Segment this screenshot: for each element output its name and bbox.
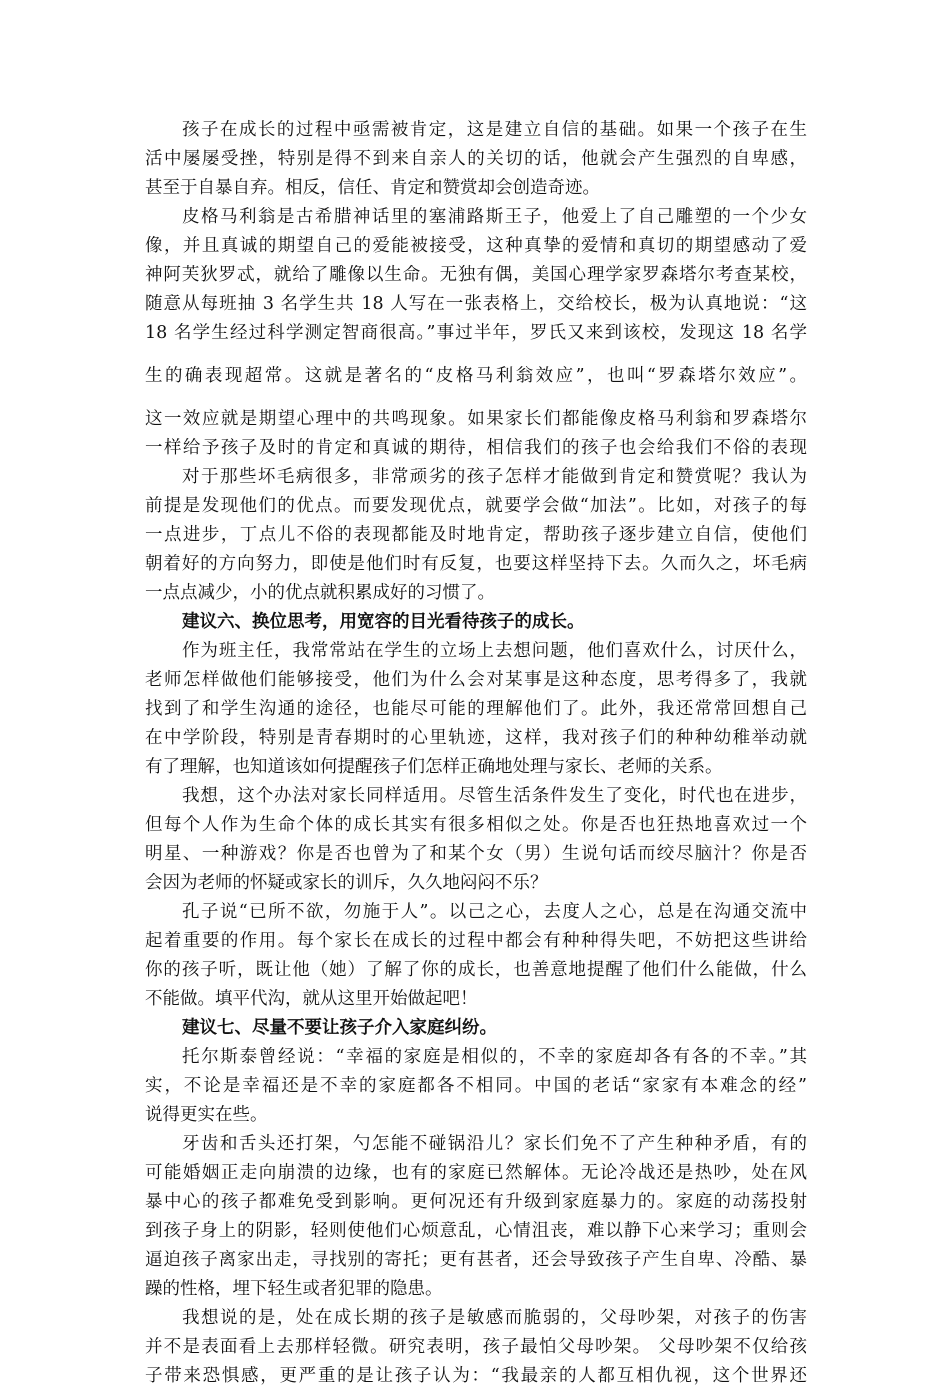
section-heading: 建议七、尽量不要让孩子介入家庭纠纷。 (182, 1018, 497, 1038)
paragraph-line: 我想，这个办法对家长同样适用。尽管生活条件发生了变化，时代也在进步， (182, 786, 807, 806)
paragraph-line: 前提是发现他们的优点。而要发现优点，就要学会做“加法”。比如，对孩子的每 (145, 496, 807, 516)
paragraph-line: 说得更实在些。 (145, 1105, 268, 1125)
paragraph-line: 一点点减少，小的优点就积累成好的习惯了。 (145, 583, 495, 603)
paragraph-line: 到孩子身上的阴影，轻则使他们心烦意乱，心情沮丧，难以静下心来学习；重则会 (145, 1221, 807, 1241)
paragraph-line: 18 名学生经过科学测定智商很高。”事过半年，罗氏又来到该校，发现这 18 名学 (145, 323, 807, 343)
paragraph-line: 明星、一种游戏？你是否也曾为了和某个女（男）生说句话而绞尽脑汁？你是否 (145, 844, 807, 864)
paragraph-line: 你的孩子听，既让他（她）了解了你的成长，也善意地提醒了他们什么能做，什么 (145, 960, 807, 980)
paragraph-line: 找到了和学生沟通的途径，也能尽可能的理解他们了。此外，我还常常回想自己 (145, 699, 807, 719)
paragraph-line: 这一效应就是期望心理中的共鸣现象。如果家长们都能像皮格马利翁和罗森塔尔 (145, 409, 807, 429)
paragraph-line: 托尔斯泰曾经说：“幸福的家庭是相似的，不幸的家庭却各有各的不幸。”其 (182, 1047, 807, 1067)
paragraph-line: 对于那些坏毛病很多，非常顽劣的孩子怎样才能做到肯定和赞赏呢？我认为 (182, 467, 807, 487)
paragraph-line: 在中学阶段，特别是青春期时的心里轨迹，这样，我对孩子们的种种幼稚举动就 (145, 728, 807, 748)
paragraph-line: 甚至于自暴自弃。相反，信任、肯定和赞赏却会创造奇迹。 (145, 178, 600, 198)
paragraph-line: 牙齿和舌头还打架，勺怎能不碰锅沿儿？家长们免不了产生种种矛盾，有的 (182, 1134, 807, 1154)
paragraph-line: 我想说的是，处在成长期的孩子是敏感而脆弱的，父母吵架，对孩子的伤害 (182, 1308, 807, 1328)
paragraph-line: 子带来恐惧感，更严重的是让孩子认为：“我最亲的人都互相仇视，这个世界还 (145, 1366, 807, 1386)
paragraph-line: 像，并且真诚的期望自己的爱能被接受，这种真挚的爱情和真切的期望感动了爱 (145, 236, 807, 256)
paragraph-line: 会因为老师的怀疑或家长的训斥，久久地闷闷不乐？ (145, 873, 548, 893)
paragraph-line: 活中屡屡受挫，特别是得不到来自亲人的关切的话，他就会产生强烈的自卑感， (145, 149, 807, 169)
paragraph-line: 神阿芙狄罗忒，就给了雕像以生命。无独有偶，美国心理学家罗森塔尔考查某校， (145, 265, 807, 285)
paragraph-line: 生的确表现超常。这就是著名的“皮格马利翁效应”，也叫“罗森塔尔效应”。 (145, 366, 807, 386)
paragraph-line: 有了理解，也知道该如何提醒孩子们怎样正确地处理与家长、老师的关系。 (145, 757, 723, 777)
paragraph-line: 不能做。填平代沟，就从这里开始做起吧！ (145, 989, 478, 1009)
section-heading: 建议六、换位思考，用宽容的目光看待孩子的成长。 (182, 612, 585, 632)
paragraph-line: 躁的性格，埋下轻生或者犯罪的隐患。 (145, 1279, 443, 1299)
paragraph-line: 但每个人作为生命个体的成长其实有很多相似之处。你是否也狂热地喜欢过一个 (145, 815, 807, 835)
paragraph-line: 朝着好的方向努力，即使是他们时有反复，也要这样坚持下去。久而久之，坏毛病 (145, 554, 807, 574)
paragraph-line: 实，不论是幸福还是不幸的家庭都各不相同。中国的老话“家家有本难念的经” (145, 1076, 807, 1096)
paragraph-line: 并不是表面看上去那样轻微。研究表明，孩子最怕父母吵架。 父母吵架不仅给孩 (145, 1337, 807, 1357)
paragraph-line: 起着重要的作用。每个家长在成长的过程中都会有种种得失吧，不妨把这些讲给 (145, 931, 807, 951)
document-body (145, 116, 807, 1391)
paragraph-line: 老师怎样做他们能够接受，他们为什么会对某事是这种态度，思考得多了，我就 (145, 670, 807, 690)
paragraph-line: 作为班主任，我常常站在学生的立场上去想问题，他们喜欢什么，讨厌什么， (182, 641, 807, 661)
paragraph-line: 皮格马利翁是古希腊神话里的塞浦路斯王子，他爱上了自己雕塑的一个少女 (182, 207, 807, 227)
paragraph-line: 孩子在成长的过程中亟需被肯定，这是建立自信的基础。如果一个孩子在生 (182, 120, 807, 140)
paragraph-line: 可能婚姻正走向崩溃的边缘，也有的家庭已然解体。无论冷战还是热吵，处在风 (145, 1163, 807, 1183)
paragraph-line: 逼迫孩子离家出走，寻找别的寄托；更有甚者，还会导致孩子产生自卑、冷酷、暴 (145, 1250, 807, 1270)
paragraph-line: 一样给予孩子及时的肯定和真诚的期待，相信我们的孩子也会给我们不俗的表现 (145, 438, 807, 458)
paragraph-line: 一点进步，丁点儿不俗的表现都能及时地肯定，帮助孩子逐步建立自信，使他们 (145, 525, 807, 545)
paragraph-line: 孔子说“已所不欲，勿施于人”。以己之心，去度人之心，总是在沟通交流中 (182, 902, 807, 922)
paragraph-line: 暴中心的孩子都难免受到影响。更何况还有升级到家庭暴力的。家庭的动荡投射 (145, 1192, 807, 1212)
paragraph-line: 随意从每班抽 3 名学生共 18 人写在一张表格上，交给校长，极为认真地说：“这 (145, 294, 807, 314)
